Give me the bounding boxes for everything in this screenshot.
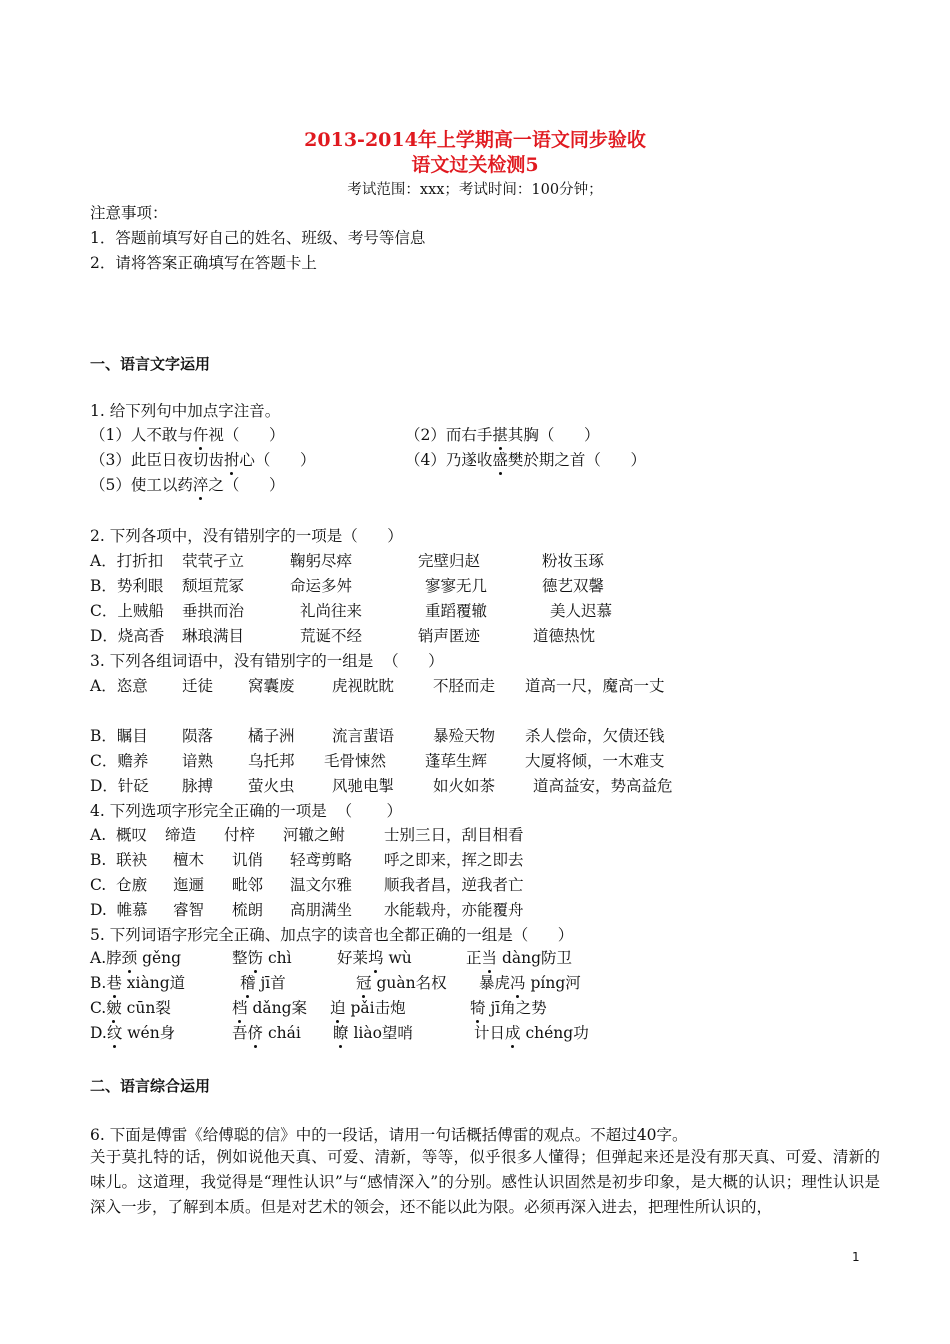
option-part: 稽 jī首 <box>240 974 286 992</box>
dotted-char: 拊 <box>223 451 240 469</box>
option-part: 寥寥无几 <box>425 577 488 595</box>
option-part: 美人迟慕 <box>550 602 613 620</box>
option-part: 梳朗 <box>232 901 264 919</box>
question-stem: 4. 下列选项字形完全正确的一项是 （ ） <box>90 802 403 820</box>
dotted-char: 冯 <box>510 974 526 992</box>
option-part: 礼尚往来 <box>300 602 363 620</box>
dotted-char: 饬 <box>247 949 264 967</box>
option-part: B.巷 xiàng道 <box>90 974 186 992</box>
q1-item: （4）乃遂收盛樊於期之首（ ） <box>405 451 646 469</box>
dotted-char: 颈 <box>121 949 138 967</box>
option-part: 大厦将倾，一木难支 <box>525 752 665 770</box>
page-number: 1 <box>852 1250 860 1264</box>
option-part: 道高益安，势高益危 <box>533 777 673 795</box>
option-part: 士别三日，刮目相看 <box>384 826 524 844</box>
option-part: 销声匿迹 <box>418 627 481 645</box>
option-part: 不胫而走 <box>433 677 496 695</box>
dotted-char: 揕 <box>492 426 508 444</box>
dotted-char: 仵 <box>192 426 209 444</box>
option-part: 睿智 <box>173 901 205 919</box>
question-stem: 3. 下列各组词语中，没有错别字的一组是 （ ） <box>90 652 444 670</box>
option-part: 道德热忱 <box>533 627 596 645</box>
option-part: A. 概叹 <box>90 826 147 844</box>
dotted-char: 侪 <box>247 1024 264 1042</box>
option-part: D.纹 wén身 <box>90 1024 176 1042</box>
option-part: A．恣意 <box>90 677 148 695</box>
option-part: 犄 jī角之势 <box>470 999 547 1017</box>
option-part: 缔造 <box>165 826 197 844</box>
q1-item: （2）而右手揕其胸（ ） <box>405 426 600 444</box>
dotted-char: 淬 <box>192 476 209 494</box>
option-part: 命运多舛 <box>290 577 353 595</box>
option-part: 茕茕孑立 <box>182 552 245 570</box>
dotted-char: 档 <box>232 999 248 1017</box>
dotted-char: 犄 <box>470 999 486 1017</box>
option-part: 谙熟 <box>182 752 214 770</box>
notice-item: 1．答题前填写好自己的姓名、班级、考号等信息 <box>90 229 426 247</box>
option-part: 高朋满坐 <box>290 901 353 919</box>
option-part: 水能载舟，亦能覆舟 <box>384 901 524 919</box>
option-part: 迤逦 <box>173 876 205 894</box>
option-part: 流言蜚语 <box>332 727 395 745</box>
option-part: 正当 dàng防卫 <box>466 949 573 967</box>
option-part: 鞠躬尽瘁 <box>290 552 353 570</box>
dotted-char: 盛 <box>492 451 508 469</box>
dotted-char: 迫 <box>330 999 346 1017</box>
option-part: 荒诞不经 <box>300 627 363 645</box>
option-part: 德艺双馨 <box>542 577 605 595</box>
option-part: 讥俏 <box>232 851 264 869</box>
option-part: C. 仓廒 <box>90 876 148 894</box>
option-part: 轻鸢剪略 <box>290 851 353 869</box>
option-part: B. 联袂 <box>90 851 148 869</box>
option-part: 冠 guàn名权 <box>356 974 447 992</box>
option-part: 虎视眈眈 <box>332 677 395 695</box>
q1-item: （1）人不敢与仵视（ ） <box>90 426 285 444</box>
q1-item: （3）此臣日夜切齿拊心（ ） <box>90 451 316 469</box>
option-part: 萤火虫 <box>248 777 295 795</box>
option-part: 迫 pǎi击炮 <box>330 999 406 1017</box>
document-title: 2013-2014年上学期高一语文同步验收 <box>304 129 646 151</box>
notice-heading: 注意事项： <box>90 204 168 222</box>
option-part: 暴殓天物 <box>433 727 496 745</box>
option-part: 吾侪 chái <box>232 1024 301 1042</box>
option-part: 毗邻 <box>232 876 264 894</box>
option-part: 档 dǎng案 <box>232 999 308 1017</box>
option-part: 粉妆玉琢 <box>542 552 605 570</box>
option-part: 道高一尺，魔高一丈 <box>525 677 665 695</box>
option-part: 整饬 chì <box>232 949 292 967</box>
option-part: 如火如茶 <box>433 777 496 795</box>
question-stem: 6. 下面是傅雷《给傅聪的信》中的一段话，请用一句话概括傅雷的观点。不超过40字。 <box>90 1126 688 1144</box>
option-part: 河辙之鲋 <box>283 826 346 844</box>
document-subtitle: 语文过关检测5 <box>411 154 539 176</box>
option-part: 顺我者昌，逆我者亡 <box>384 876 524 894</box>
dotted-char: 成 <box>505 1024 521 1042</box>
option-part: 重蹈覆辙 <box>425 602 488 620</box>
option-part: 橘子洲 <box>248 727 295 745</box>
option-part: C．赡养 <box>90 752 149 770</box>
option-part: 好莱坞 wù <box>337 949 412 967</box>
option-part: 毛骨悚然 <box>324 752 387 770</box>
question-stem: 1. 给下列句中加点字注音。 <box>90 402 281 420</box>
option-part: 杀人偿命，欠债还钱 <box>525 727 665 745</box>
dotted-char: 冠 <box>356 974 372 992</box>
dotted-char: 皴 <box>106 999 122 1017</box>
q1-item: （5）使工以药淬之（ ） <box>90 476 285 494</box>
option-part: C．上贼船 <box>90 602 164 620</box>
option-part: 呼之即来，挥之即去 <box>384 851 524 869</box>
option-part: A.脖颈 gěng <box>90 949 182 967</box>
option-part: 檀木 <box>173 851 205 869</box>
option-part: 风驰电掣 <box>332 777 395 795</box>
option-part: D．烧高香 <box>90 627 165 645</box>
section-heading: 一、语言文字运用 <box>90 355 211 373</box>
option-part: 计日成 chéng功 <box>474 1024 589 1042</box>
question-stem: 2. 下列各项中，没有错别字的一项是（ ） <box>90 527 403 545</box>
option-part: B．瞩目 <box>90 727 148 745</box>
dotted-char: 当 <box>481 949 498 967</box>
dotted-char: 巷 <box>106 974 122 992</box>
option-part: 垂拱而治 <box>182 602 245 620</box>
option-part: D. 帷慕 <box>90 901 148 919</box>
dotted-char: 瞭 <box>333 1024 349 1042</box>
option-part: 温文尔雅 <box>290 876 353 894</box>
dotted-char: 稽 <box>240 974 256 992</box>
option-part: C.皴 cūn裂 <box>90 999 171 1017</box>
option-part: 瞭 liào望哨 <box>333 1024 413 1042</box>
option-part: 乌托邦 <box>248 752 295 770</box>
passage-text: 关于莫扎特的话，例如说他天真、可爱、清新，等等，似乎很多人懂得；但弹起来还是没有那天真、可爱、清新的味儿。这道理，我觉得是“理性认识”与“感情深入”的分别。感性认识固然是初步印象，是大概的认识；理性认识是深入一步，了解到本质。但是对艺术的领会，还不能以此为限。必须再深入进去，把理性所认识的， <box>90 1148 880 1216</box>
question-stem: 5. 下列词语字形完全正确、加点字的读音也全都正确的一组是（ ） <box>90 926 574 944</box>
option-part: 脉搏 <box>182 777 214 795</box>
option-part: 迁徒 <box>182 677 214 695</box>
notice-item: 2．请将答案正确填写在答题卡上 <box>90 254 317 272</box>
option-part: 暴虎冯 píng河 <box>479 974 581 992</box>
option-part: A．打折扣 <box>90 552 164 570</box>
option-part: 陨落 <box>182 727 214 745</box>
option-part: 付梓 <box>224 826 256 844</box>
dotted-char: 坞 <box>368 949 384 967</box>
dotted-char: 纹 <box>106 1024 123 1042</box>
option-part: 蓬荜生辉 <box>425 752 488 770</box>
option-part: 完壁归赵 <box>418 552 481 570</box>
section-heading: 二、语言综合运用 <box>90 1077 211 1095</box>
option-part: B．势利眼 <box>90 577 164 595</box>
option-part: 窝囊废 <box>248 677 295 695</box>
exam-info: 考试范围：xxx；考试时间：100分钟； <box>347 182 603 198</box>
option-part: D．针砭 <box>90 777 149 795</box>
option-part: 颓垣荒冢 <box>182 577 245 595</box>
option-part: 琳琅满目 <box>182 627 245 645</box>
